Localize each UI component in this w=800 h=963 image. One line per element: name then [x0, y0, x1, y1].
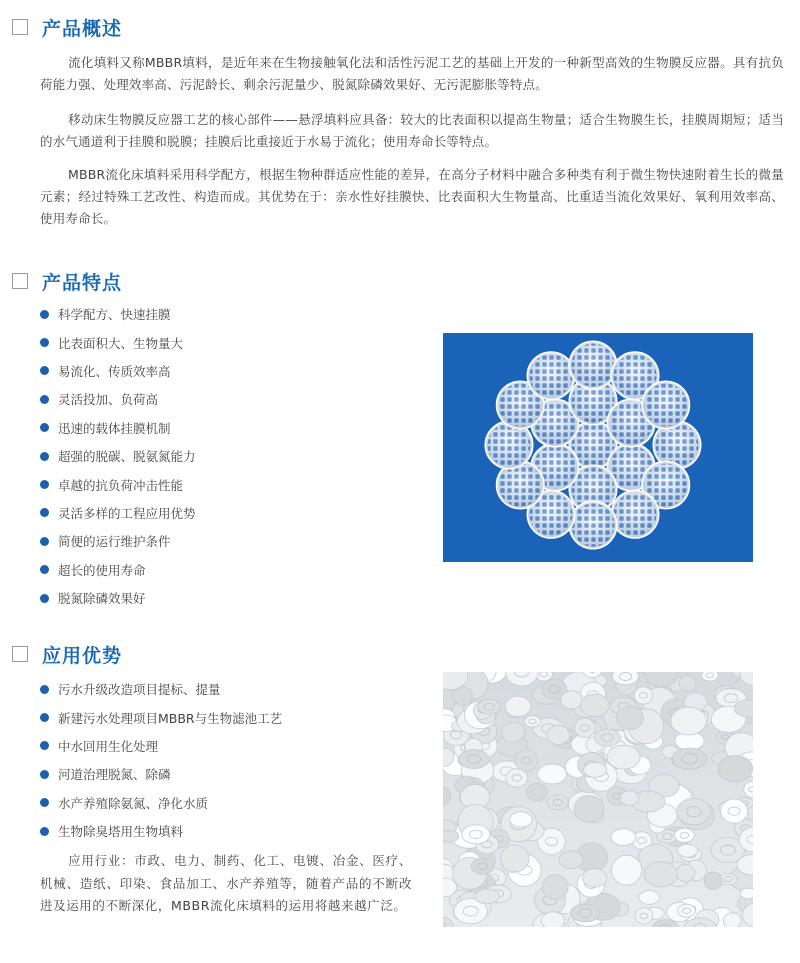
carrier-piece — [721, 799, 748, 823]
carrier-piece — [672, 748, 707, 769]
bullet-dot-icon — [40, 827, 49, 836]
bullet-dot-icon — [40, 770, 49, 779]
carrier-piece — [611, 829, 636, 845]
carrier-piece — [723, 913, 741, 927]
list-item: 脱氮除磷效果好 — [40, 584, 196, 612]
list-item: 水产养殖除氨氮、净化水质 — [40, 789, 282, 817]
carrier-piece — [571, 904, 600, 922]
carrier-piece — [501, 845, 530, 872]
checkbox-square-icon — [12, 646, 28, 662]
bullet-dot-icon — [40, 480, 49, 489]
list-item: 生物除臭塔用生物填料 — [40, 817, 282, 845]
carrier-piece — [510, 812, 532, 827]
carrier-piece — [443, 830, 459, 842]
bullet-dot-icon — [40, 713, 49, 722]
carrier-pile-illustration — [443, 672, 753, 927]
carrier-piece-shade — [528, 353, 574, 399]
carrier-piece — [547, 726, 570, 745]
carrier-piece — [676, 864, 695, 881]
list-item: 中水回用生化处理 — [40, 732, 282, 760]
bullet-dot-icon — [40, 741, 49, 750]
list-item: 迅速的载体挂膜机制 — [40, 414, 196, 442]
list-item: 科学配方、快速挂膜 — [40, 300, 196, 328]
carrier-piece — [740, 888, 753, 899]
carrier-piece — [501, 722, 524, 742]
carrier-piece — [635, 908, 653, 925]
carrier-piece — [678, 904, 696, 917]
section-header-advantages — [12, 641, 122, 667]
carrier-piece — [639, 891, 660, 905]
application-text: 应用行业：市政、电力、制药、化工、电镀、冶金、医疗、机械、造纸、印染、食品加工、水产养殖等，随着产品的不断改进及运用的不断深化，MBBR流化床填料的运用将越来越广泛。 — [40, 853, 412, 913]
list-item: 新建污水处理项目MBBR与生物滤池工艺 — [40, 703, 282, 731]
carrier-piece-shade — [570, 502, 616, 548]
carrier-piece — [547, 795, 568, 810]
features-list — [40, 300, 196, 612]
carrier-piece — [612, 672, 639, 685]
carrier-piece — [616, 707, 643, 730]
bullet-dot-icon — [40, 565, 49, 574]
carrier-piece — [612, 855, 642, 885]
carrier-piece — [574, 796, 604, 822]
bullet-dot-icon — [40, 423, 49, 432]
section-title: 产品特点 — [42, 271, 123, 294]
list-item: 河道治理脱氮、除磷 — [40, 760, 282, 788]
carrier-piece — [704, 872, 722, 890]
carrier-piece — [595, 729, 621, 746]
carrier-piece-shade — [643, 382, 689, 428]
carrier-piece-shade — [612, 491, 658, 537]
carrier-piece — [634, 687, 653, 704]
list-item: 比表面积大、生物量大 — [40, 328, 196, 356]
carrier-piece — [644, 862, 677, 887]
list-item: 污水升级改造项目提标、提量 — [40, 675, 282, 703]
carrier-piece — [675, 828, 695, 842]
carrier-piece — [580, 694, 609, 716]
carrier-piece — [607, 745, 640, 769]
section-header-overview — [12, 14, 122, 40]
overview-paragraph-3: MBBR流化床填料采用科学配方，根据生物种群适应性能的差异，在高分子材料中融合多种类有利于微生物快速附着生长的微量元素；经过特殊工艺改性、构造而成。其优势在于：亲水性好挂膜快、比表面积大生物量高、比重适当流化效果好、氧利用效率高、使用寿命长。 — [40, 167, 784, 226]
bullet-dot-icon — [40, 508, 49, 517]
bullet-dot-icon — [40, 798, 49, 807]
carrier-piece — [702, 672, 719, 681]
carrier-piece — [478, 699, 501, 714]
overview-paragraph-2: 移动床生物膜反应器工艺的核心部件——悬浮填料应具备：较大的比表面积以提高生物量；适合生物膜生长，挂膜周期短；适当的水气通道利于挂膜和脱膜；挂膜后比重接近于水易于流化；使用寿命长等特点。 — [40, 112, 784, 149]
list-item: 灵活投加、负荷高 — [40, 385, 196, 413]
list-item: 卓越的抗负荷冲击性能 — [40, 470, 196, 498]
carrier-piece — [475, 889, 500, 904]
carrier-cluster-illustration — [443, 333, 753, 562]
carrier-piece — [541, 912, 564, 927]
product-photo-carrier-pile — [443, 672, 753, 927]
bullet-dot-icon — [40, 338, 49, 347]
bullet-dot-icon — [40, 452, 49, 461]
carrier-piece — [527, 783, 548, 801]
carrier-piece — [575, 718, 596, 738]
list-item: 灵活多样的工程应用优势 — [40, 499, 196, 527]
section-title: 应用优势 — [42, 644, 123, 667]
carrier-piece — [459, 750, 489, 769]
carrier-piece — [679, 675, 696, 691]
bullet-dot-icon — [40, 310, 49, 319]
bullet-dot-icon — [40, 685, 49, 694]
carrier-piece — [677, 798, 711, 824]
section-header-features — [12, 268, 122, 294]
carrier-piece — [506, 769, 528, 787]
bullet-dot-icon — [40, 594, 49, 603]
carrier-piece-shade — [570, 342, 616, 388]
section-title: 产品概述 — [42, 17, 123, 40]
checkbox-square-icon — [12, 19, 28, 35]
bullet-dot-icon — [40, 395, 49, 404]
product-photo-carrier-cluster — [443, 333, 753, 562]
carrier-piece — [584, 763, 607, 778]
list-item: 超长的使用寿命 — [40, 556, 196, 584]
carrier-piece — [542, 875, 568, 900]
bullet-dot-icon — [40, 537, 49, 546]
list-item: 简便的运行维护条件 — [40, 527, 196, 555]
carrier-piece — [462, 825, 490, 844]
bullet-dot-icon — [40, 366, 49, 375]
carrier-piece — [538, 764, 567, 784]
list-item: 超强的脱碳、脱氨氮能力 — [40, 442, 196, 470]
carrier-piece — [525, 716, 541, 727]
overview-paragraph-1: 流化填料又称MBBR填料，是近年来在生物接触氧化法和活性污泥工艺的基础上开发的一种新型高效的生物膜反应器。具有抗负荷能力强、处理效率高、污泥龄长、剩余污泥量少、脱氮除磷效果好、无污泥膨胀等特点。 — [40, 55, 784, 92]
carrier-piece — [515, 750, 537, 772]
checkbox-square-icon — [12, 273, 28, 289]
carrier-piece — [678, 844, 698, 857]
carrier-piece — [582, 869, 606, 887]
carrier-piece — [561, 691, 583, 709]
list-item: 易流化、传质效率高 — [40, 357, 196, 385]
carrier-piece — [671, 707, 707, 735]
carrier-piece — [620, 791, 638, 806]
carrier-piece — [471, 858, 494, 874]
carrier-piece — [505, 696, 531, 717]
advantages-list — [40, 675, 282, 845]
carrier-piece — [718, 756, 753, 783]
carrier-piece — [559, 851, 583, 869]
